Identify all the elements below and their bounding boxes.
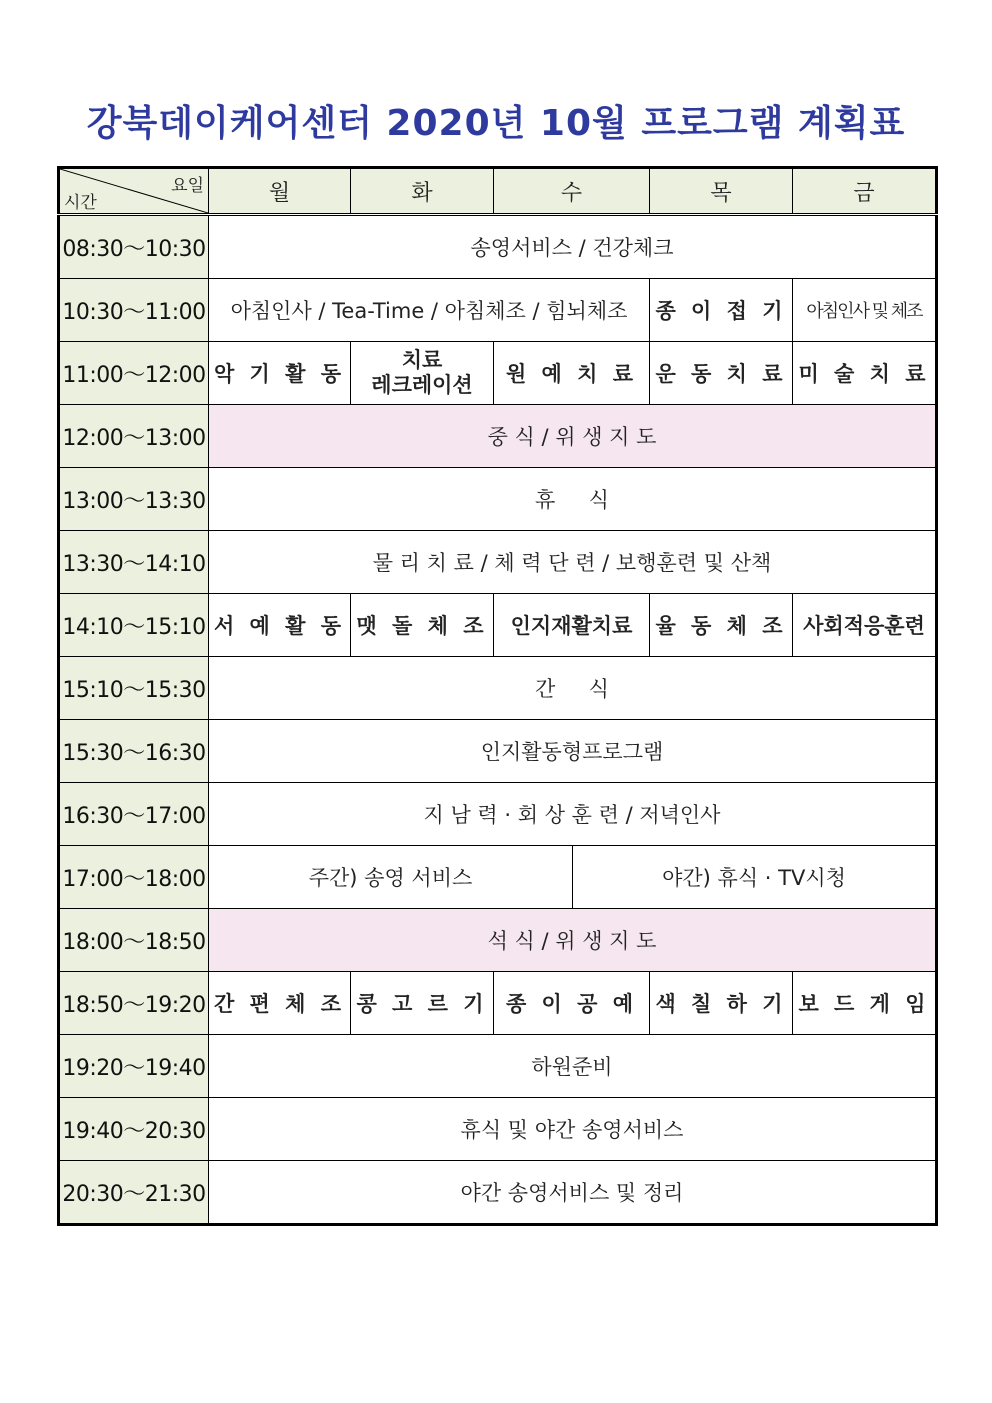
table-row bbox=[59, 720, 937, 783]
activity-cell: 물 리 치 료 / 체 력 단 련 / 보행훈련 및 산책 bbox=[209, 531, 937, 594]
activity-fri: 사회적응훈련 bbox=[793, 594, 937, 657]
corner-day-label: 요일 bbox=[171, 176, 204, 196]
activity-cell: 석 식 / 위 생 지 도 bbox=[209, 909, 937, 972]
split-cell bbox=[209, 846, 937, 909]
time-cell: 19:40～20:30 bbox=[59, 1098, 209, 1161]
table-row bbox=[59, 972, 937, 1035]
table-row bbox=[59, 468, 937, 531]
activity-mon: 서 예 활 동 bbox=[209, 594, 351, 657]
table-row bbox=[59, 279, 937, 342]
corner-cell bbox=[59, 168, 209, 215]
activity-cell: 간 식 bbox=[209, 657, 937, 720]
table-row bbox=[59, 846, 937, 909]
table-row bbox=[59, 657, 937, 720]
time-cell: 12:00～13:00 bbox=[59, 405, 209, 468]
activity-fri: 아침인사 및 체조 bbox=[793, 279, 937, 342]
time-cell: 14:10～15:10 bbox=[59, 594, 209, 657]
activity-mon: 악 기 활 동 bbox=[209, 342, 351, 405]
time-cell: 11:00～12:00 bbox=[59, 342, 209, 405]
activity-cell: 휴 식 bbox=[209, 468, 937, 531]
activity-thu: 운 동 치 료 bbox=[650, 342, 793, 405]
activity-cell: 인지활동형프로그램 bbox=[209, 720, 937, 783]
activity-cell: 휴식 및 야간 송영서비스 bbox=[209, 1098, 937, 1161]
activity-wed: 인지재활치료 bbox=[494, 594, 650, 657]
time-cell: 18:50～19:20 bbox=[59, 972, 209, 1035]
activity-tue: 맷 돌 체 조 bbox=[351, 594, 494, 657]
table-row bbox=[59, 909, 937, 972]
table-row bbox=[59, 405, 937, 468]
activity-tue: 콩 고 르 기 bbox=[351, 972, 494, 1035]
time-cell: 13:30～14:10 bbox=[59, 531, 209, 594]
activity-cell: 야간 송영서비스 및 정리 bbox=[209, 1161, 937, 1225]
time-cell: 08:30～10:30 bbox=[59, 215, 209, 279]
activity-cell: 아침인사 / Tea-Time / 아침체조 / 힘뇌체조 bbox=[209, 279, 650, 342]
table-row bbox=[59, 594, 937, 657]
activity-wed: 종 이 공 예 bbox=[494, 972, 650, 1035]
page-title: 강북데이케어센터 2020년 10월 프로그램 계획표 bbox=[86, 103, 906, 144]
activity-wed: 원 예 치 료 bbox=[494, 342, 650, 405]
activity-thu: 종 이 접 기 bbox=[650, 279, 793, 342]
header-row bbox=[59, 168, 937, 215]
header-wed: 수 bbox=[494, 168, 650, 215]
activity-cell: 지 남 력 · 회 상 훈 련 / 저녁인사 bbox=[209, 783, 937, 846]
table-row bbox=[59, 1098, 937, 1161]
time-cell: 20:30～21:30 bbox=[59, 1161, 209, 1225]
activity-thu: 색 칠 하 기 bbox=[650, 972, 793, 1035]
activity-fri: 보 드 게 임 bbox=[793, 972, 937, 1035]
activity-cell: 송영서비스 / 건강체크 bbox=[209, 215, 937, 279]
activity-thu: 율 동 체 조 bbox=[650, 594, 793, 657]
time-cell: 15:30～16:30 bbox=[59, 720, 209, 783]
activity-cell: 중 식 / 위 생 지 도 bbox=[209, 405, 937, 468]
table-row bbox=[59, 1161, 937, 1225]
activity-fri: 미 술 치 료 bbox=[793, 342, 937, 405]
table-row bbox=[59, 342, 937, 405]
corner-time-label: 시간 bbox=[64, 193, 97, 213]
header-thu: 목 bbox=[650, 168, 793, 215]
table-row bbox=[59, 783, 937, 846]
activity-mon: 간 편 체 조 bbox=[209, 972, 351, 1035]
time-cell: 17:00～18:00 bbox=[59, 846, 209, 909]
schedule-table bbox=[57, 166, 938, 1226]
header-mon: 월 bbox=[209, 168, 351, 215]
time-cell: 15:10～15:30 bbox=[59, 657, 209, 720]
activity-night-shift: 야간) 휴식 · TV시청 bbox=[662, 866, 846, 890]
time-cell: 10:30～11:00 bbox=[59, 279, 209, 342]
time-cell: 16:30～17:00 bbox=[59, 783, 209, 846]
time-cell: 19:20～19:40 bbox=[59, 1035, 209, 1098]
activity-day-shift: 주간) 송영 서비스 bbox=[209, 846, 573, 908]
time-cell: 13:00～13:30 bbox=[59, 468, 209, 531]
table-row bbox=[59, 531, 937, 594]
table-row bbox=[59, 1035, 937, 1098]
table-row bbox=[59, 215, 937, 279]
time-cell: 18:00～18:50 bbox=[59, 909, 209, 972]
activity-cell: 하원준비 bbox=[209, 1035, 937, 1098]
header-fri: 금 bbox=[793, 168, 937, 215]
activity-tue: 치료 레크레이션 bbox=[351, 342, 494, 405]
header-tue: 화 bbox=[351, 168, 494, 215]
